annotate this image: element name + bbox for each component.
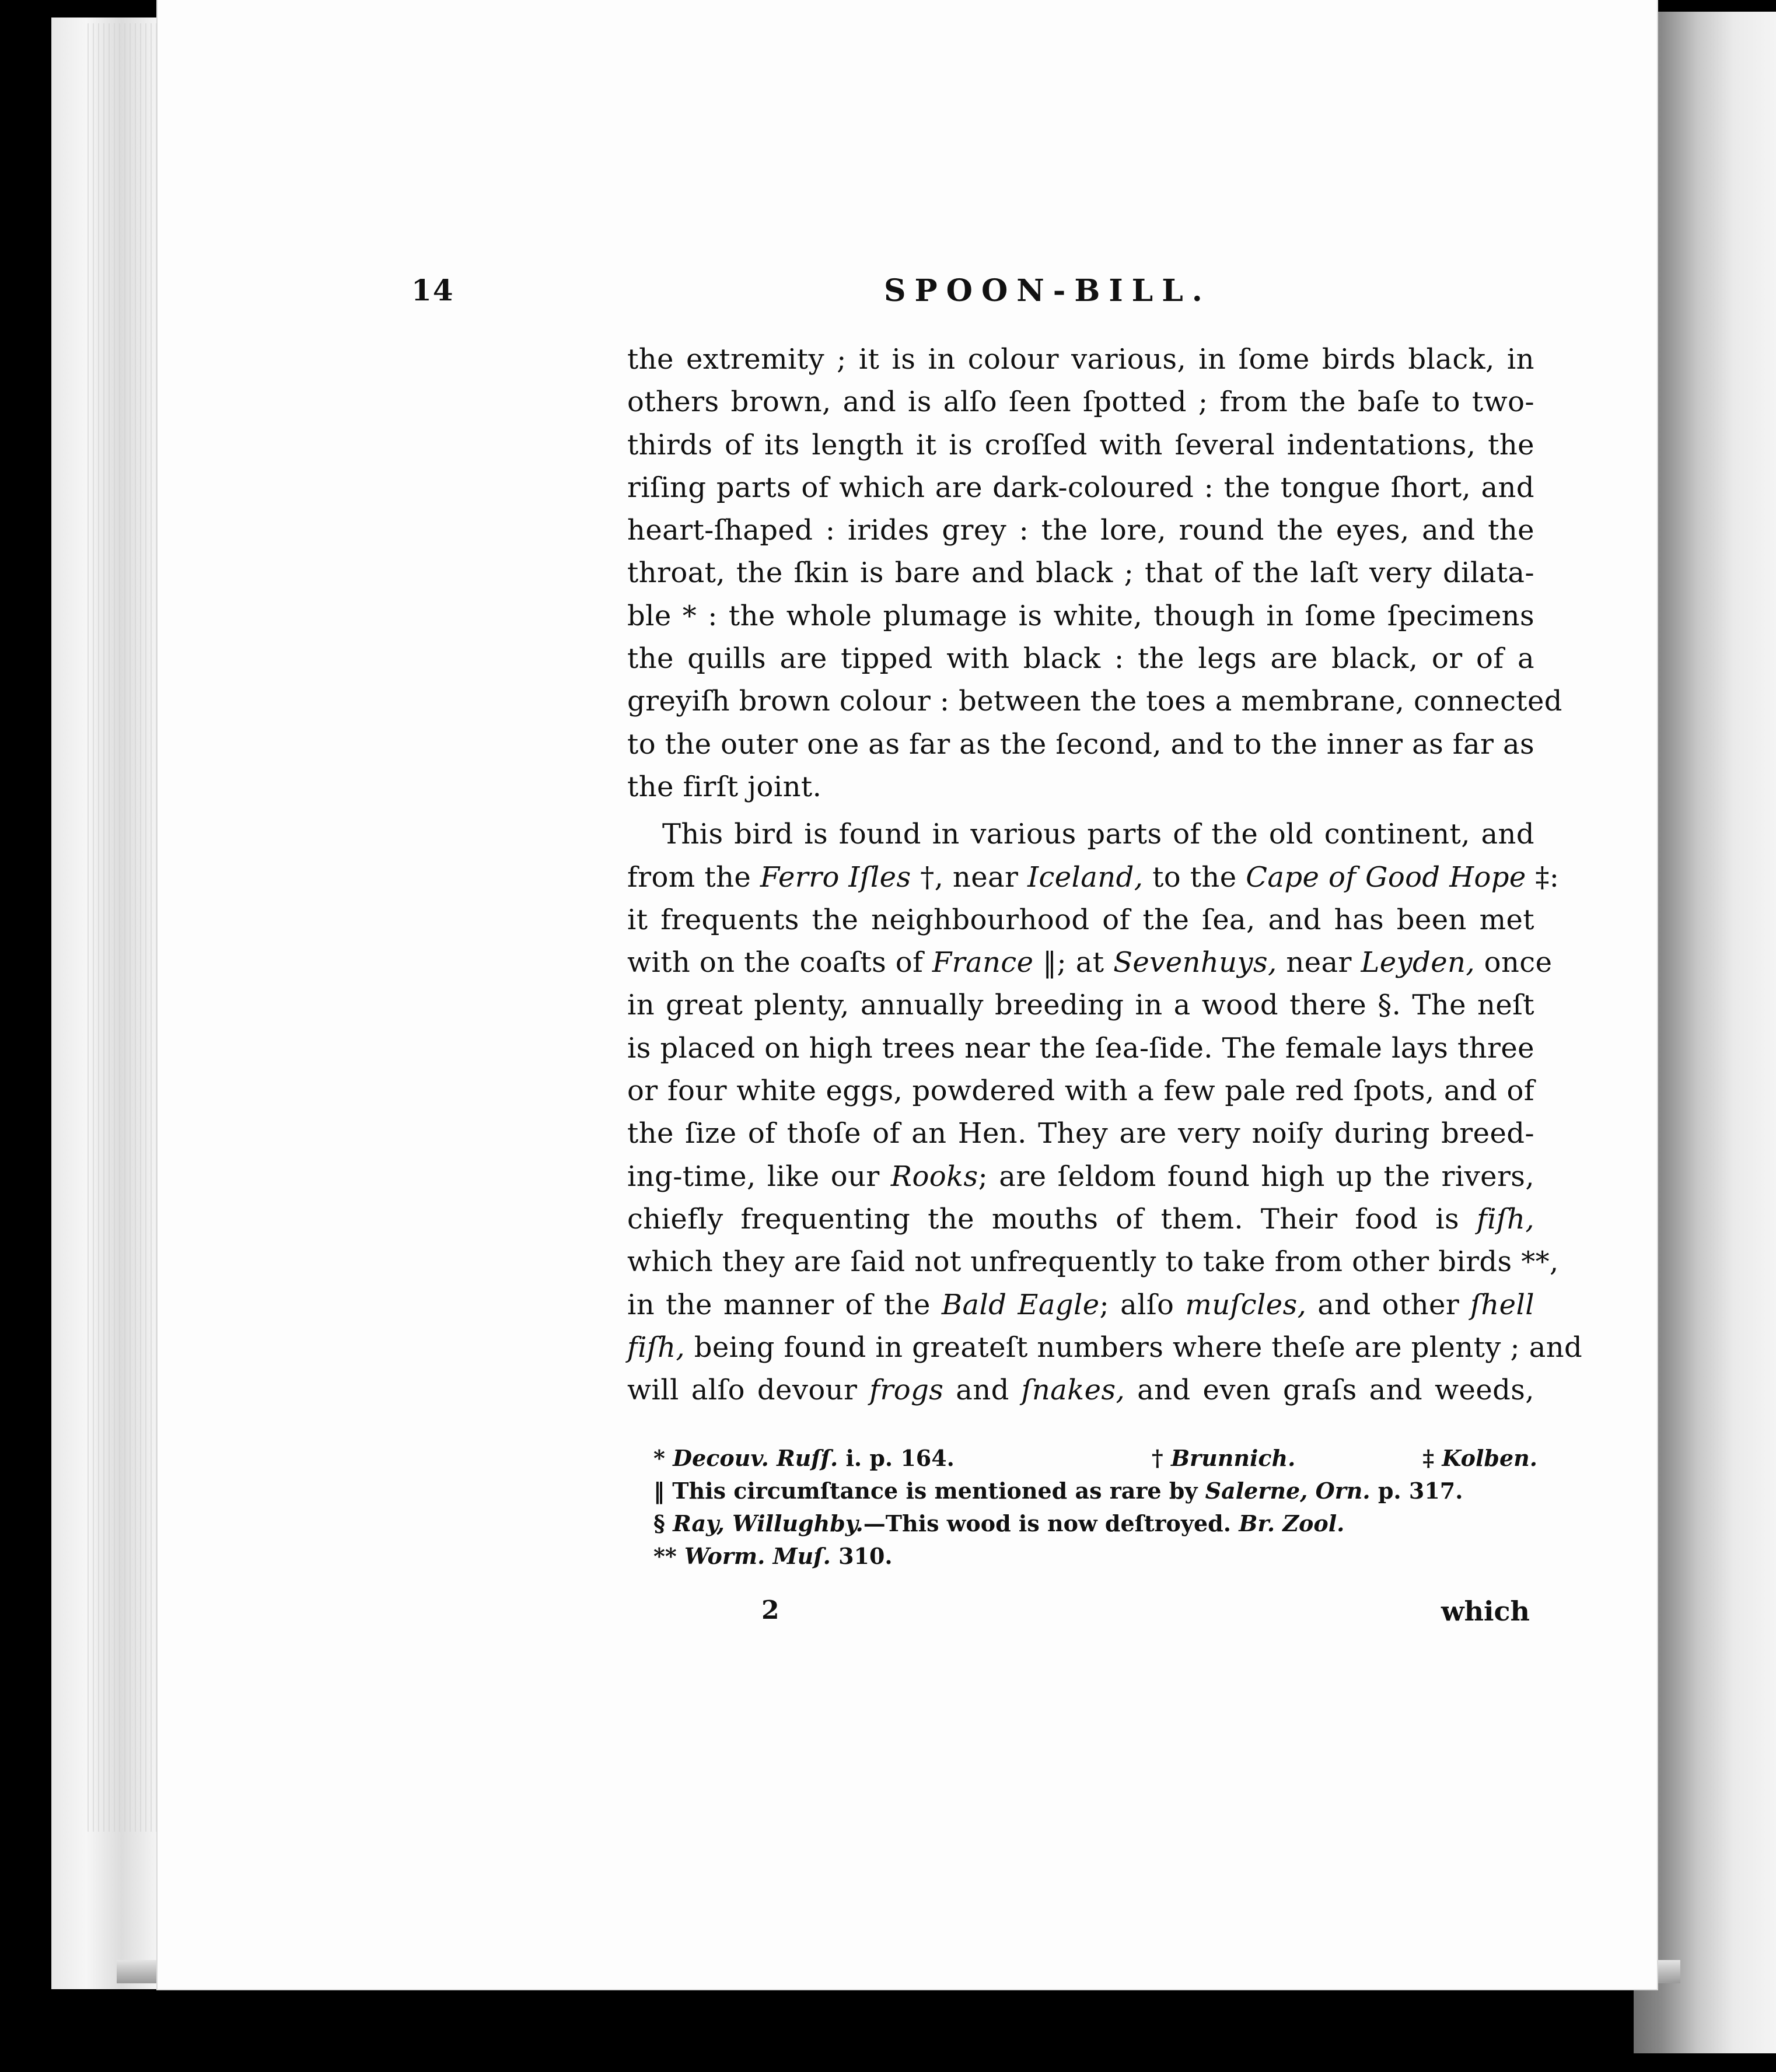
- text-line: which they are ſaid not unfrequently to take from other birds **,: [627, 1245, 1559, 1279]
- footnote-6: ** Worm. Muſ. 310.: [653, 1543, 893, 1569]
- catchword: which: [1441, 1595, 1530, 1627]
- page-header: [411, 273, 1520, 320]
- footnote-row: [653, 1442, 1537, 1475]
- text-line: the firſt joint.: [627, 770, 822, 803]
- page-edges: [88, 23, 158, 1832]
- text-line: in great plenty, annually breeding in a wood there §. The neſt: [627, 989, 1534, 1022]
- text-line: will alſo devour frogs and ſnakes, and even graſs and weeds,: [627, 1374, 1534, 1407]
- place-iceland: Iceland,: [1027, 860, 1144, 894]
- text-line: thirds of its length it is croſſed with ſeveral indentations, the: [627, 428, 1534, 461]
- text-line: riſing parts of which are dark-coloured : the tongue ſhort, and: [627, 471, 1534, 504]
- text-line: chiefly frequenting the mouths of them. Their food is fiſh,: [627, 1202, 1534, 1236]
- footnotes: [653, 1442, 1537, 1573]
- place-cape: Cape of Good Hope: [1246, 860, 1526, 894]
- place-ferro: Ferro Iſles: [760, 860, 911, 894]
- footnote-5: § Ray, Willughby.—This wood is now deſtroyed. Br. Zool.: [653, 1510, 1345, 1536]
- text-line: throat, the ſkin is bare and black ; that of the laſt very dilata-: [627, 556, 1534, 590]
- word-snakes: ſnakes,: [1021, 1374, 1125, 1407]
- word-shell: ſhell: [1470, 1288, 1534, 1321]
- text-line: ble * : the whole plumage is white, though in ſome ſpecimens: [627, 599, 1534, 632]
- text-line: This bird is found in various parts of the old continent, and: [662, 818, 1534, 851]
- text-line: from the Ferro Iſles †, near Iceland, to the Cape of Good Hope ‡:: [627, 860, 1560, 894]
- body-text: [627, 338, 1583, 1412]
- text-line: in the manner of the Bald Eagle; alſo muſcles, and other ſhell: [627, 1288, 1534, 1321]
- text-line: heart-ſhaped : irides grey : the lore, round the eyes, and the: [627, 514, 1534, 547]
- place-sevenhuys: Sevenhuys,: [1113, 946, 1277, 979]
- signature-mark: 2: [761, 1595, 779, 1625]
- word-fish: fiſh,: [1476, 1202, 1534, 1236]
- word-fish-2: fiſh,: [627, 1331, 686, 1364]
- word-bald-eagle: Bald Eagle: [941, 1288, 1100, 1321]
- text-line: it frequents the neighbourhood of the ſea, and has been met: [627, 903, 1534, 936]
- place-france: France: [932, 946, 1034, 979]
- text-line: greyiſh brown colour : between the toes a membrane, connected: [627, 685, 1562, 718]
- text-line: is placed on high trees near the ſea-ſide. The female lays three: [627, 1031, 1534, 1065]
- text-line: with on the coaſts of France ‖; at Sevenhuys, near Leyden, once: [627, 946, 1553, 979]
- text-line: others brown, and is alſo ſeen ſpotted ; from the baſe to two-: [627, 386, 1534, 419]
- footnote-3: ‡ Kolben.: [1422, 1445, 1537, 1471]
- text-line: the quills are tipped with black : the legs are black, or of a: [627, 642, 1534, 676]
- word-frogs: frogs: [869, 1374, 944, 1407]
- text-line: to the outer one as far as the ſecond, and to the inner as far as: [627, 727, 1535, 761]
- text-line: the extremity ; it is in colour various, in ſome birds black, in: [627, 343, 1534, 376]
- word-rooks: Rooks: [890, 1160, 978, 1193]
- text-line: or four white eggs, powdered with a few pale red ſpots, and of: [627, 1074, 1534, 1108]
- word-muscles: muſcles,: [1185, 1288, 1307, 1321]
- footnote-1: * Decouv. Ruſſ. i. p. 164.: [653, 1445, 955, 1471]
- running-head: SPOON-BILL.: [884, 273, 1211, 309]
- place-leyden: Leyden,: [1361, 946, 1475, 979]
- text-line: ing-time, like our Rooks; are ſeldom found high up the rivers,: [627, 1160, 1534, 1193]
- text-line: fiſh, being found in greateſt numbers where theſe are plenty ; and: [627, 1331, 1583, 1364]
- page-number: 14: [411, 273, 455, 307]
- footnote-4: ‖ This circumſtance is mentioned as rare by Salerne, Orn. p. 317.: [653, 1478, 1463, 1504]
- text-line: the ſize of thoſe of an Hen. They are very noiſy during breed-: [627, 1117, 1534, 1150]
- footnote-2: † Brunnich.: [1151, 1445, 1296, 1471]
